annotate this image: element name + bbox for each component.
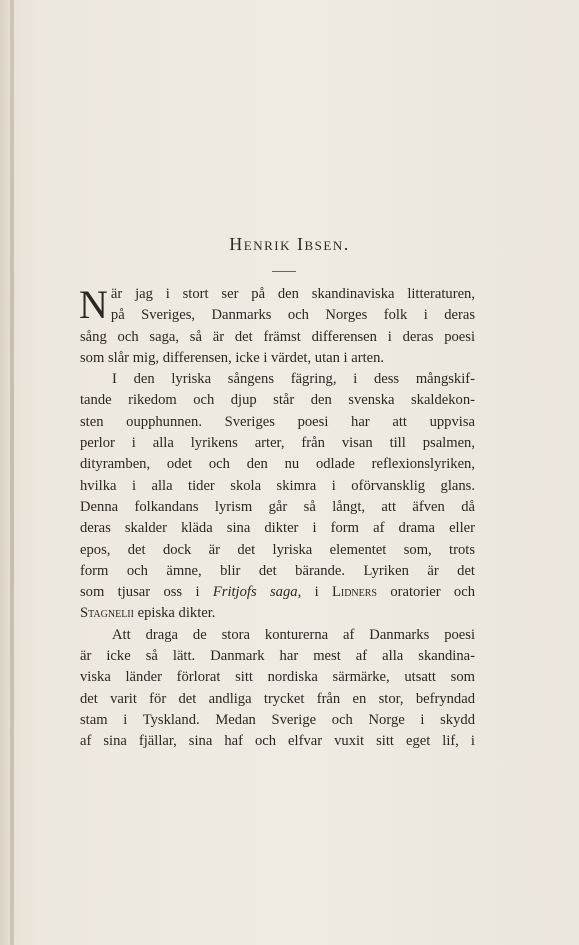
text-segment: i	[301, 584, 332, 601]
text-line: I den lyriska sångens fägring, i dess mångskif-	[112, 371, 475, 388]
text-line: sång och saga, så är det främst differensen i deras poesi	[80, 328, 475, 345]
page-binding-edge	[10, 0, 14, 945]
text-line: Denna folkandans lyrism går så långt, att äfven då	[80, 498, 475, 515]
text-segment: som tjusar oss i	[80, 584, 213, 601]
text-line: det varit för det andliga trycket från en stor, befryndad	[80, 690, 475, 707]
italic-title: Fritjofs saga,	[212, 584, 302, 601]
text-line: tande rikedom och djup står den svenska skaldekon-	[80, 392, 475, 409]
text-line: hvilka i alla tider skola skimra i oförvansklig glans.	[80, 477, 475, 494]
text-segment: oratorier och	[377, 584, 476, 601]
text-line	[80, 582, 475, 603]
text-line: viska länder förlorat sitt nordiska särmärke, utsatt som	[80, 669, 475, 686]
text-line: deras skalder kläda sina dikter i form af drama eller	[80, 520, 475, 537]
text-line: är icke så lätt. Danmark har mest af alla skandina-	[80, 648, 475, 665]
text-line: Att draga de stora konturerna af Danmarks poesi	[112, 626, 475, 643]
author-name: Stagnelii	[80, 605, 134, 622]
text-segment: episka dikter.	[133, 605, 216, 622]
text-line: form och ämne, blir det bärande. Lyriken är det	[80, 562, 475, 579]
text-line: som slår mig, differensen, icke i värdet, utan i arten.	[80, 349, 385, 366]
author-name: Lidners	[331, 584, 377, 601]
body-text	[80, 284, 475, 753]
text-line	[80, 603, 475, 624]
chapter-title: Henrik Ibsen.	[229, 234, 350, 254]
text-line: på Sveriges, Danmarks och Norges folk i deras	[110, 307, 475, 324]
text-line: dityramben, odet och den nu odlade reflexionslyriken,	[80, 456, 475, 473]
title-divider	[272, 271, 296, 272]
text-line: af sina fjällar, sina haf och elfvar vuxit sitt eget lif, i	[80, 733, 475, 750]
drop-cap: N	[79, 282, 108, 327]
text-line: sten oupphunnen. Sveriges poesi har att uppvisa	[80, 413, 475, 430]
text-line: perlor i alla lyrikens arter, från visan till psalmen,	[80, 435, 475, 452]
text-line: stam i Tyskland. Medan Sverige och Norge i skydd	[80, 711, 475, 728]
text-line: epos, det dock är det lyriska elementet som, trots	[80, 541, 475, 558]
text-line: är jag i stort ser på den skandinaviska litteraturen,	[110, 286, 475, 302]
